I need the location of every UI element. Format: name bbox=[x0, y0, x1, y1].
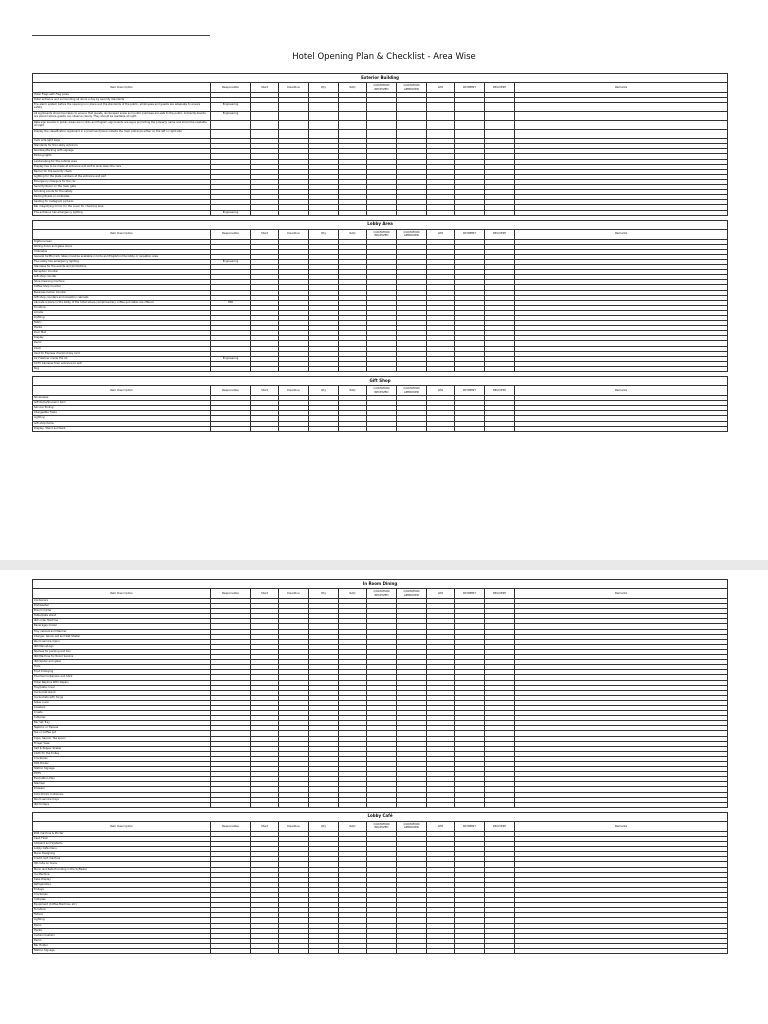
table-row bbox=[33, 949, 728, 954]
item-description: Smoking points for the safety bbox=[33, 190, 211, 195]
item-description: Containers bbox=[33, 599, 211, 604]
empty-cell bbox=[279, 121, 309, 130]
empty-cell bbox=[515, 112, 728, 121]
column-header: Deadline bbox=[279, 821, 309, 831]
item-description: Display has to be made at entrance and exit to slow down the cars bbox=[33, 164, 211, 169]
table-row bbox=[33, 121, 728, 130]
page-2 bbox=[0, 570, 768, 1024]
item-description: Plants bbox=[33, 928, 211, 933]
empty-cell bbox=[427, 112, 455, 121]
column-header-row bbox=[33, 83, 728, 93]
section-header-row bbox=[33, 74, 728, 83]
column-header: DELIVERY bbox=[485, 229, 515, 239]
section-header-row bbox=[33, 580, 728, 589]
item-description: Shelves for packing and box bbox=[33, 649, 211, 654]
item-description: Décor bbox=[33, 938, 211, 943]
item-description: Cash Float bbox=[33, 836, 211, 841]
item-description: Lighting bbox=[33, 316, 211, 321]
item-description: Furniture bbox=[33, 908, 211, 913]
item-description: Fire alarm system before the opening is in place and the standards of the public, employees and guests are adequate to ensure safety bbox=[33, 103, 211, 112]
item-description: Bar Holder bbox=[33, 943, 211, 948]
item-description: Display the classification signboard in a prominent place outside the main entrance either on the left or right side bbox=[33, 130, 211, 139]
section-header-row bbox=[33, 812, 728, 821]
empty-cell bbox=[251, 130, 279, 139]
item-description: Tools bbox=[33, 665, 211, 670]
column-header: RAQ bbox=[339, 83, 367, 93]
item-description: Ice buckets with tongs bbox=[33, 695, 211, 700]
column-header: Item Description bbox=[33, 83, 211, 93]
empty-cell bbox=[309, 426, 339, 431]
empty-cell bbox=[427, 426, 455, 431]
column-header: PAYMENT bbox=[455, 589, 485, 599]
item-description: Display, Stand and Rack bbox=[33, 426, 211, 431]
item-description: Decor bbox=[33, 341, 211, 346]
item-description: CCTV Cameras from entrance to exit bbox=[33, 361, 211, 366]
item-description: Barrier for the security check bbox=[33, 169, 211, 174]
column-header: Qty bbox=[309, 386, 339, 396]
empty-cell bbox=[339, 949, 367, 954]
empty-cell bbox=[339, 130, 367, 139]
empty-cell bbox=[367, 130, 397, 139]
item-description: Napkins or Tissues bbox=[33, 726, 211, 731]
item-description: Charger, Spoon set and Salt Shaker bbox=[33, 634, 211, 639]
column-header: QUATATION RECEIVED bbox=[367, 589, 397, 599]
column-header: Deadline bbox=[279, 83, 309, 93]
item-description: Fixture bbox=[33, 913, 211, 918]
empty-cell bbox=[339, 103, 367, 112]
item-description: IRD Machine for Room Service bbox=[33, 655, 211, 660]
column-header: PAYMENT bbox=[455, 83, 485, 93]
column-header: PAYMENT bbox=[455, 386, 485, 396]
empty-cell bbox=[339, 426, 367, 431]
column-header: LPO bbox=[427, 83, 455, 93]
item-description: POTS bbox=[33, 772, 211, 777]
item-description: POS Printer bbox=[33, 762, 211, 767]
empty-cell bbox=[427, 103, 455, 112]
item-description: Coasters bbox=[33, 705, 211, 710]
column-header: Remarks bbox=[515, 589, 728, 599]
empty-cell bbox=[455, 426, 485, 431]
item-description: QR code on menu bbox=[33, 862, 211, 867]
item-description: Reception Counter bbox=[33, 270, 211, 275]
item-description: Emergency Chargers for the car bbox=[33, 179, 211, 184]
column-header: Item Description bbox=[33, 229, 211, 239]
empty-cell bbox=[309, 949, 339, 954]
empty-cell bbox=[485, 103, 515, 112]
item-description: Coffee Shop Counter bbox=[33, 285, 211, 290]
column-header: Remarks bbox=[515, 229, 728, 239]
item-description: Digital screen bbox=[33, 239, 211, 244]
item-description: General tariffs (rack rates) must be available in Urdu and English in the lobby or reception area bbox=[33, 254, 211, 259]
checklist-table-2 bbox=[32, 579, 728, 954]
item-description: Furniture bbox=[33, 305, 211, 310]
item-description: Décor bbox=[33, 923, 211, 928]
item-description: Rolling doors and glass doors bbox=[33, 244, 211, 249]
item-description: Hotel entrance and surrounding all doors a day by security standards bbox=[33, 98, 211, 103]
item-description: Refrigerators bbox=[33, 882, 211, 887]
empty-cell bbox=[455, 121, 485, 130]
empty-cell bbox=[309, 130, 339, 139]
column-header: Qty bbox=[309, 229, 339, 239]
responsible-cell: Engineering bbox=[211, 259, 251, 264]
item-description: Ice Machine bbox=[33, 872, 211, 877]
empty-cell bbox=[367, 426, 397, 431]
item-description: Cutleries bbox=[33, 898, 211, 903]
item-description: Security Room on the main gate bbox=[33, 185, 211, 190]
item-description: Room service menu bbox=[33, 639, 211, 644]
item-description: Clock bbox=[33, 346, 211, 351]
column-header: RAQ bbox=[339, 821, 367, 831]
empty-cell bbox=[397, 121, 427, 130]
empty-cell bbox=[367, 112, 397, 121]
column-header: QUATATION RECEIVED bbox=[367, 229, 397, 239]
column-header: QUATATION APPROVED bbox=[397, 229, 427, 239]
table-row bbox=[33, 103, 728, 112]
column-header: Responsible bbox=[211, 821, 251, 831]
empty-cell bbox=[367, 103, 397, 112]
empty-cell bbox=[339, 121, 367, 130]
empty-cell bbox=[279, 426, 309, 431]
item-description: Curtain Cushion bbox=[33, 933, 211, 938]
item-description: Tray/plate cover bbox=[33, 685, 211, 690]
section-title: In Room Dining bbox=[33, 580, 728, 589]
item-description: Crockeries bbox=[33, 756, 211, 761]
column-header: DELIVERY bbox=[485, 821, 515, 831]
empty-cell bbox=[397, 112, 427, 121]
item-description: Lighting bbox=[33, 918, 211, 923]
column-header-row bbox=[33, 821, 728, 831]
item-description: Menu Designing bbox=[33, 852, 211, 857]
column-header: QUATATION APPROVED bbox=[397, 386, 427, 396]
item-description: Air Freshner inside the AC bbox=[33, 356, 211, 361]
empty-cell bbox=[397, 103, 427, 112]
item-description: Ice bucket stand bbox=[33, 690, 211, 695]
item-description: Service Tooling bbox=[33, 406, 211, 411]
item-description: Salt & Pepper Shaker bbox=[33, 746, 211, 751]
empty-cell bbox=[279, 112, 309, 121]
column-header: DELIVERY bbox=[485, 589, 515, 599]
item-description: IRD Spider and glass bbox=[33, 660, 211, 665]
item-description: The Lobby has emergency lighting bbox=[33, 259, 211, 264]
item-description: Flower Vase bbox=[33, 741, 211, 746]
item-description: Curb side light bags bbox=[33, 139, 211, 144]
section-header-row bbox=[33, 220, 728, 229]
item-description: Bar magnifying mirror for the cover for checking area bbox=[33, 205, 211, 210]
item-description: IRD trolleys bbox=[33, 802, 211, 807]
column-header: QUATATION APPROVED bbox=[397, 589, 427, 599]
item-description: The entrance has emergency lighting bbox=[33, 210, 211, 215]
column-header: QUATATION RECEIVED bbox=[367, 83, 397, 93]
item-description: Table/plate stand bbox=[33, 614, 211, 619]
item-description: Lighting bbox=[33, 416, 211, 421]
responsible-cell: Engineering bbox=[211, 356, 251, 361]
column-header: LPO bbox=[427, 229, 455, 239]
column-header: Item Description bbox=[33, 386, 211, 396]
empty-cell bbox=[455, 130, 485, 139]
empty-cell bbox=[251, 426, 279, 431]
column-header: RAQ bbox=[339, 229, 367, 239]
empty-cell bbox=[279, 103, 309, 112]
item-description: Hotel Napkins With Napkin bbox=[33, 680, 211, 685]
column-header: PAYMENT bbox=[455, 229, 485, 239]
empty-cell bbox=[485, 112, 515, 121]
section-title: Gift Shop bbox=[33, 377, 728, 386]
item-description: IRD Menu/Logo bbox=[33, 644, 211, 649]
empty-cell bbox=[515, 130, 728, 139]
header-rule bbox=[32, 35, 210, 36]
item-description: Chargeable Trade bbox=[33, 411, 211, 416]
column-header: Remarks bbox=[515, 821, 728, 831]
empty-cell bbox=[485, 130, 515, 139]
item-description: Glass cover bbox=[33, 700, 211, 705]
column-header: Deadline bbox=[279, 386, 309, 396]
column-header: Item Description bbox=[33, 821, 211, 831]
item-description: Credit card machine bbox=[33, 857, 211, 862]
column-header: RAQ bbox=[339, 386, 367, 396]
item-description: Equipment (Coffee Machine, etc) bbox=[33, 903, 211, 908]
item-description: Business Center Counter bbox=[33, 290, 211, 295]
empty-cell bbox=[397, 949, 427, 954]
empty-cell bbox=[515, 426, 728, 431]
column-header: QUATATION APPROVED bbox=[397, 83, 427, 93]
column-header: Deadline bbox=[279, 589, 309, 599]
empty-cell bbox=[251, 103, 279, 112]
column-header: DELIVERY bbox=[485, 83, 515, 93]
item-description: Station Signage bbox=[33, 767, 211, 772]
item-description: Standards for the Lobby entrance bbox=[33, 144, 211, 149]
item-description: Shoe Cleaning machine bbox=[33, 280, 211, 285]
empty-cell bbox=[397, 130, 427, 139]
item-description: Rate sign boards in public areas are in Urdu and English, sign boards are signs promoting the property name and should be readable at night bbox=[33, 121, 211, 130]
document-title: Hotel Opening Plan & Checklist - Area Wise bbox=[292, 52, 476, 62]
item-description: Cake Display bbox=[33, 877, 211, 882]
empty-cell bbox=[367, 121, 397, 130]
column-header: QUATATION RECEIVED bbox=[367, 821, 397, 831]
column-header: Start bbox=[251, 386, 279, 396]
empty-cell bbox=[279, 949, 309, 954]
column-header: QUATATION APPROVED bbox=[397, 821, 427, 831]
column-header: Qty bbox=[309, 589, 339, 599]
column-header: Start bbox=[251, 83, 279, 93]
responsible-cell bbox=[211, 949, 251, 954]
item-description: Drawers bbox=[33, 787, 211, 792]
empty-cell bbox=[251, 949, 279, 954]
column-header: QUATATION RECEIVED bbox=[367, 386, 397, 396]
empty-cell bbox=[485, 121, 515, 130]
responsible-cell: Engineering bbox=[211, 103, 251, 112]
column-header: LPO bbox=[427, 821, 455, 831]
empty-cell bbox=[309, 121, 339, 130]
responsible-cell bbox=[211, 121, 251, 130]
item-description: Fabric bbox=[33, 321, 211, 326]
item-description: Roadway/Parking with signage bbox=[33, 149, 211, 154]
section-title: Lobby Area bbox=[33, 220, 728, 229]
responsible-cell bbox=[211, 426, 251, 431]
item-description: Gift shop counter bbox=[33, 275, 211, 280]
empty-cell bbox=[309, 103, 339, 112]
checklist-table-1 bbox=[32, 73, 728, 432]
column-header: Responsible bbox=[211, 386, 251, 396]
item-description: Crockeries bbox=[33, 892, 211, 897]
item-description: Cruets bbox=[33, 711, 211, 716]
column-header: Remarks bbox=[515, 83, 728, 93]
item-description: IRD order Machine bbox=[33, 619, 211, 624]
item-description: Allocate a place in the lobby of the hotel where complimentary coffee and dates are offered bbox=[33, 300, 211, 305]
responsible-cell bbox=[211, 130, 251, 139]
empty-cell bbox=[515, 121, 728, 130]
item-description: Landscaping for the outside area bbox=[33, 159, 211, 164]
item-description: Food trolleying bbox=[33, 670, 211, 675]
checklist-sheet-1 bbox=[32, 73, 727, 432]
item-description: Hotel Flags with Flag poles bbox=[33, 93, 211, 98]
section-header-row bbox=[33, 377, 728, 386]
column-header: Qty bbox=[309, 83, 339, 93]
item-description: Tea or Coffee pot bbox=[33, 731, 211, 736]
empty-cell bbox=[455, 949, 485, 954]
table-row bbox=[33, 426, 728, 431]
column-header: Remarks bbox=[515, 386, 728, 396]
item-description: Showcases bbox=[33, 396, 211, 401]
column-header: DELIVERY bbox=[485, 386, 515, 396]
column-header: Deadline bbox=[279, 229, 309, 239]
column-header: Start bbox=[251, 821, 279, 831]
responsible-cell: Engineering bbox=[211, 210, 251, 215]
item-description: Parking lights bbox=[33, 154, 211, 159]
column-header: LPO bbox=[427, 386, 455, 396]
responsible-cell: TBD bbox=[211, 300, 251, 305]
column-header: LPO bbox=[427, 589, 455, 599]
empty-cell bbox=[251, 112, 279, 121]
item-description: Door Mat bbox=[33, 331, 211, 336]
empty-cell bbox=[251, 121, 279, 130]
item-description: Rug bbox=[33, 366, 211, 371]
empty-cell bbox=[427, 949, 455, 954]
item-description: Vent for Express checkout key card bbox=[33, 351, 211, 356]
item-description: Seating for Instagram pictures bbox=[33, 200, 211, 205]
table-row bbox=[33, 130, 728, 139]
empty-cell bbox=[309, 112, 339, 121]
item-description: Beverages Cooler bbox=[33, 624, 211, 629]
item-description: Thermal Containers and Stick bbox=[33, 675, 211, 680]
checklist-sheet-2 bbox=[32, 579, 727, 954]
item-description: Stamper bbox=[33, 782, 211, 787]
empty-cell bbox=[455, 103, 485, 112]
column-header: Start bbox=[251, 229, 279, 239]
item-description: Broom holder bbox=[33, 609, 211, 614]
item-description: Dishwasher bbox=[33, 604, 211, 609]
column-header-row bbox=[33, 229, 728, 239]
responsible-cell: Engineering bbox=[211, 112, 251, 121]
empty-cell bbox=[455, 112, 485, 121]
item-description: Cutleries bbox=[33, 716, 211, 721]
column-header: RAQ bbox=[339, 589, 367, 599]
item-description: Gift shop items bbox=[33, 421, 211, 426]
item-description: Trolleys bbox=[33, 887, 211, 892]
item-description: Tray cabinet and Warmer bbox=[33, 629, 211, 634]
item-description: Lighting for the plate numbers at the entrance and exit bbox=[33, 174, 211, 179]
item-description: Bar Set Tray bbox=[33, 721, 211, 726]
item-description: Parking Roads or umbrellas bbox=[33, 195, 211, 200]
column-header-row bbox=[33, 589, 728, 599]
column-header: Qty bbox=[309, 821, 339, 831]
column-header: Responsible bbox=[211, 589, 251, 599]
item-description: Cups, Saucer, Tea spoon bbox=[33, 736, 211, 741]
item-description: Umbrellas bbox=[33, 249, 211, 254]
empty-cell bbox=[367, 949, 397, 954]
empty-cell bbox=[427, 121, 455, 130]
item-description: Display bbox=[33, 336, 211, 341]
column-header: Responsible bbox=[211, 229, 251, 239]
table-row bbox=[33, 112, 728, 121]
item-description: Menu and Rate Encoding in the Software bbox=[33, 867, 211, 872]
item-description: POS machine & Printer bbox=[33, 831, 211, 836]
column-header-row bbox=[33, 386, 728, 396]
empty-cell bbox=[485, 426, 515, 431]
item-description: Station Signage bbox=[33, 949, 211, 954]
empty-cell bbox=[397, 426, 427, 431]
column-header: PAYMENT bbox=[455, 821, 485, 831]
item-description: Gift shop counters and reception cabinets bbox=[33, 295, 211, 300]
column-header: Start bbox=[251, 589, 279, 599]
item-description: All signboards should be taken to ensure that guests, landscaped areas and public premises are safe to the public. Indirectly boards are placed where guests can observe clearly. They should be readable at night. bbox=[33, 112, 211, 121]
item-description: Plants bbox=[33, 326, 211, 331]
empty-cell bbox=[339, 112, 367, 121]
section-title: Exterior Building bbox=[33, 74, 728, 83]
item-description: Lobby Café menu bbox=[33, 847, 211, 852]
empty-cell bbox=[515, 103, 728, 112]
item-description: Cold Drinks containers bbox=[33, 792, 211, 797]
column-header: Responsible bbox=[211, 83, 251, 93]
empty-cell bbox=[485, 949, 515, 954]
empty-cell bbox=[427, 130, 455, 139]
item-description: Standees for the events and promotions bbox=[33, 265, 211, 270]
item-description: Arcade bbox=[33, 310, 211, 315]
section-title: Lobby Café bbox=[33, 812, 728, 821]
item-description: Room service trays bbox=[33, 797, 211, 802]
empty-cell bbox=[279, 130, 309, 139]
column-header: Item Description bbox=[33, 589, 211, 599]
item-description: Cloth for the trolley bbox=[33, 751, 211, 756]
item-description: Gift items/Souvenir item bbox=[33, 401, 211, 406]
empty-cell bbox=[515, 949, 728, 954]
item-description: Evacuation Plan bbox=[33, 777, 211, 782]
item-description: Ambient and Systems bbox=[33, 842, 211, 847]
